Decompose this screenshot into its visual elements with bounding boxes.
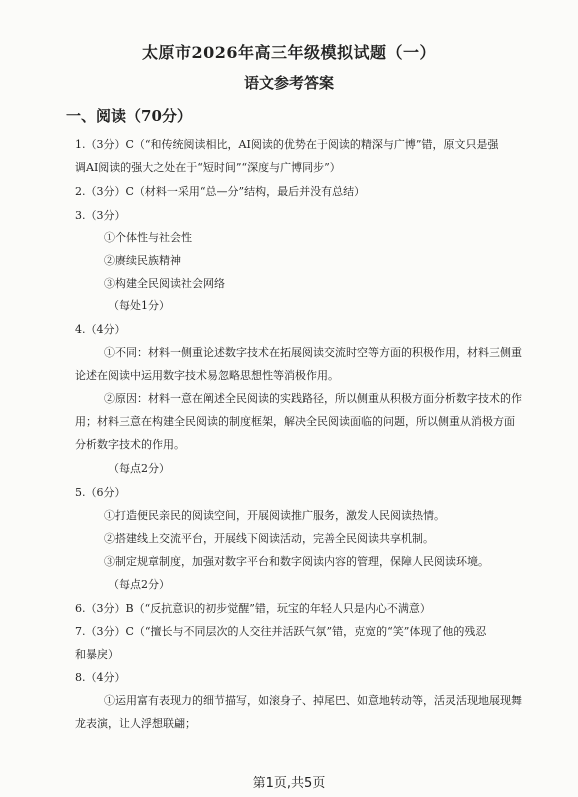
answer-line: ②原因：材料一意在阐述全民阅读的实践路径，所以侧重从积极方面分析数字技术的作 — [104, 392, 522, 405]
answer-line: 5.（6分） — [75, 486, 126, 499]
page-footer: 第1页,共5页 — [252, 776, 326, 791]
section-heading: 一、阅读（70分） — [66, 107, 192, 125]
answer-line: 6.（3分）B（“反抗意识的初步觉醒”错，玩宝的年轻人只是内心不满意） — [75, 602, 431, 615]
answer-line: （每处1分） — [108, 299, 170, 312]
answer-line: 1.（3分）C（“和传统阅读相比，AI阅读的优势在于阅读的精深与广博”错，原文只是强 — [75, 138, 499, 151]
answer-line: 和暴戾） — [75, 648, 119, 661]
answer-line: ③构建全民阅读社会网络 — [104, 277, 225, 290]
answer-line: ②搭建线上交流平台，开展线下阅读活动，完善全民阅读共享机制。 — [104, 532, 434, 545]
answer-line: （每点2分） — [108, 578, 170, 591]
answer-line: ①打造便民亲民的阅读空间，开展阅读推广服务，激发人民阅读热情。 — [104, 509, 445, 522]
page-title: 太原市2026年高三年级模拟试题（一） — [141, 43, 437, 62]
answer-line: 8.（4分） — [75, 671, 126, 684]
answer-line: ②赓续民族精神 — [104, 254, 181, 267]
answer-line: 用；材料三意在构建全民阅读的制度框架，解决全民阅读面临的问题，所以侧重从消极方面 — [75, 415, 515, 428]
answer-line: 龙表演，让人浮想联翩； — [75, 717, 196, 730]
answer-line: 分析数字技术的作用。 — [75, 438, 185, 451]
page-subtitle: 语文参考答案 — [243, 74, 334, 92]
answer-line: ①不同：材料一侧重论述数字技术在拓展阅读交流时空等方面的积极作用，材料三侧重 — [104, 346, 522, 359]
answer-line: 3.（3分） — [75, 209, 126, 222]
answer-line: ①运用富有表现力的细节描写，如滚身子、掉尾巴、如意地转动等，活灵活现地展现舞 — [104, 694, 522, 707]
answer-line: ①个体性与社会性 — [104, 231, 192, 244]
answer-line: 调AI阅读的强大之处在于“短时间”“深度与广博同步”） — [75, 161, 341, 174]
answer-line: 2.（3分）C（材料一采用“总—分”结构，最后并没有总结） — [75, 185, 366, 198]
answer-line: ③制定规章制度，加强对数字平台和数字阅读内容的管理，保障人民阅读环境。 — [104, 555, 489, 568]
answer-line: 论述在阅读中运用数字技术易忽略思想性等消极作用。 — [75, 369, 339, 382]
answer-line: （每点2分） — [108, 462, 170, 475]
answer-line: 4.（4分） — [75, 323, 126, 336]
answer-line: 7.（3分）C（“擅长与不同层次的人交往并活跃气氛”错，克宽的“笑”体现了他的残忍 — [75, 625, 487, 638]
